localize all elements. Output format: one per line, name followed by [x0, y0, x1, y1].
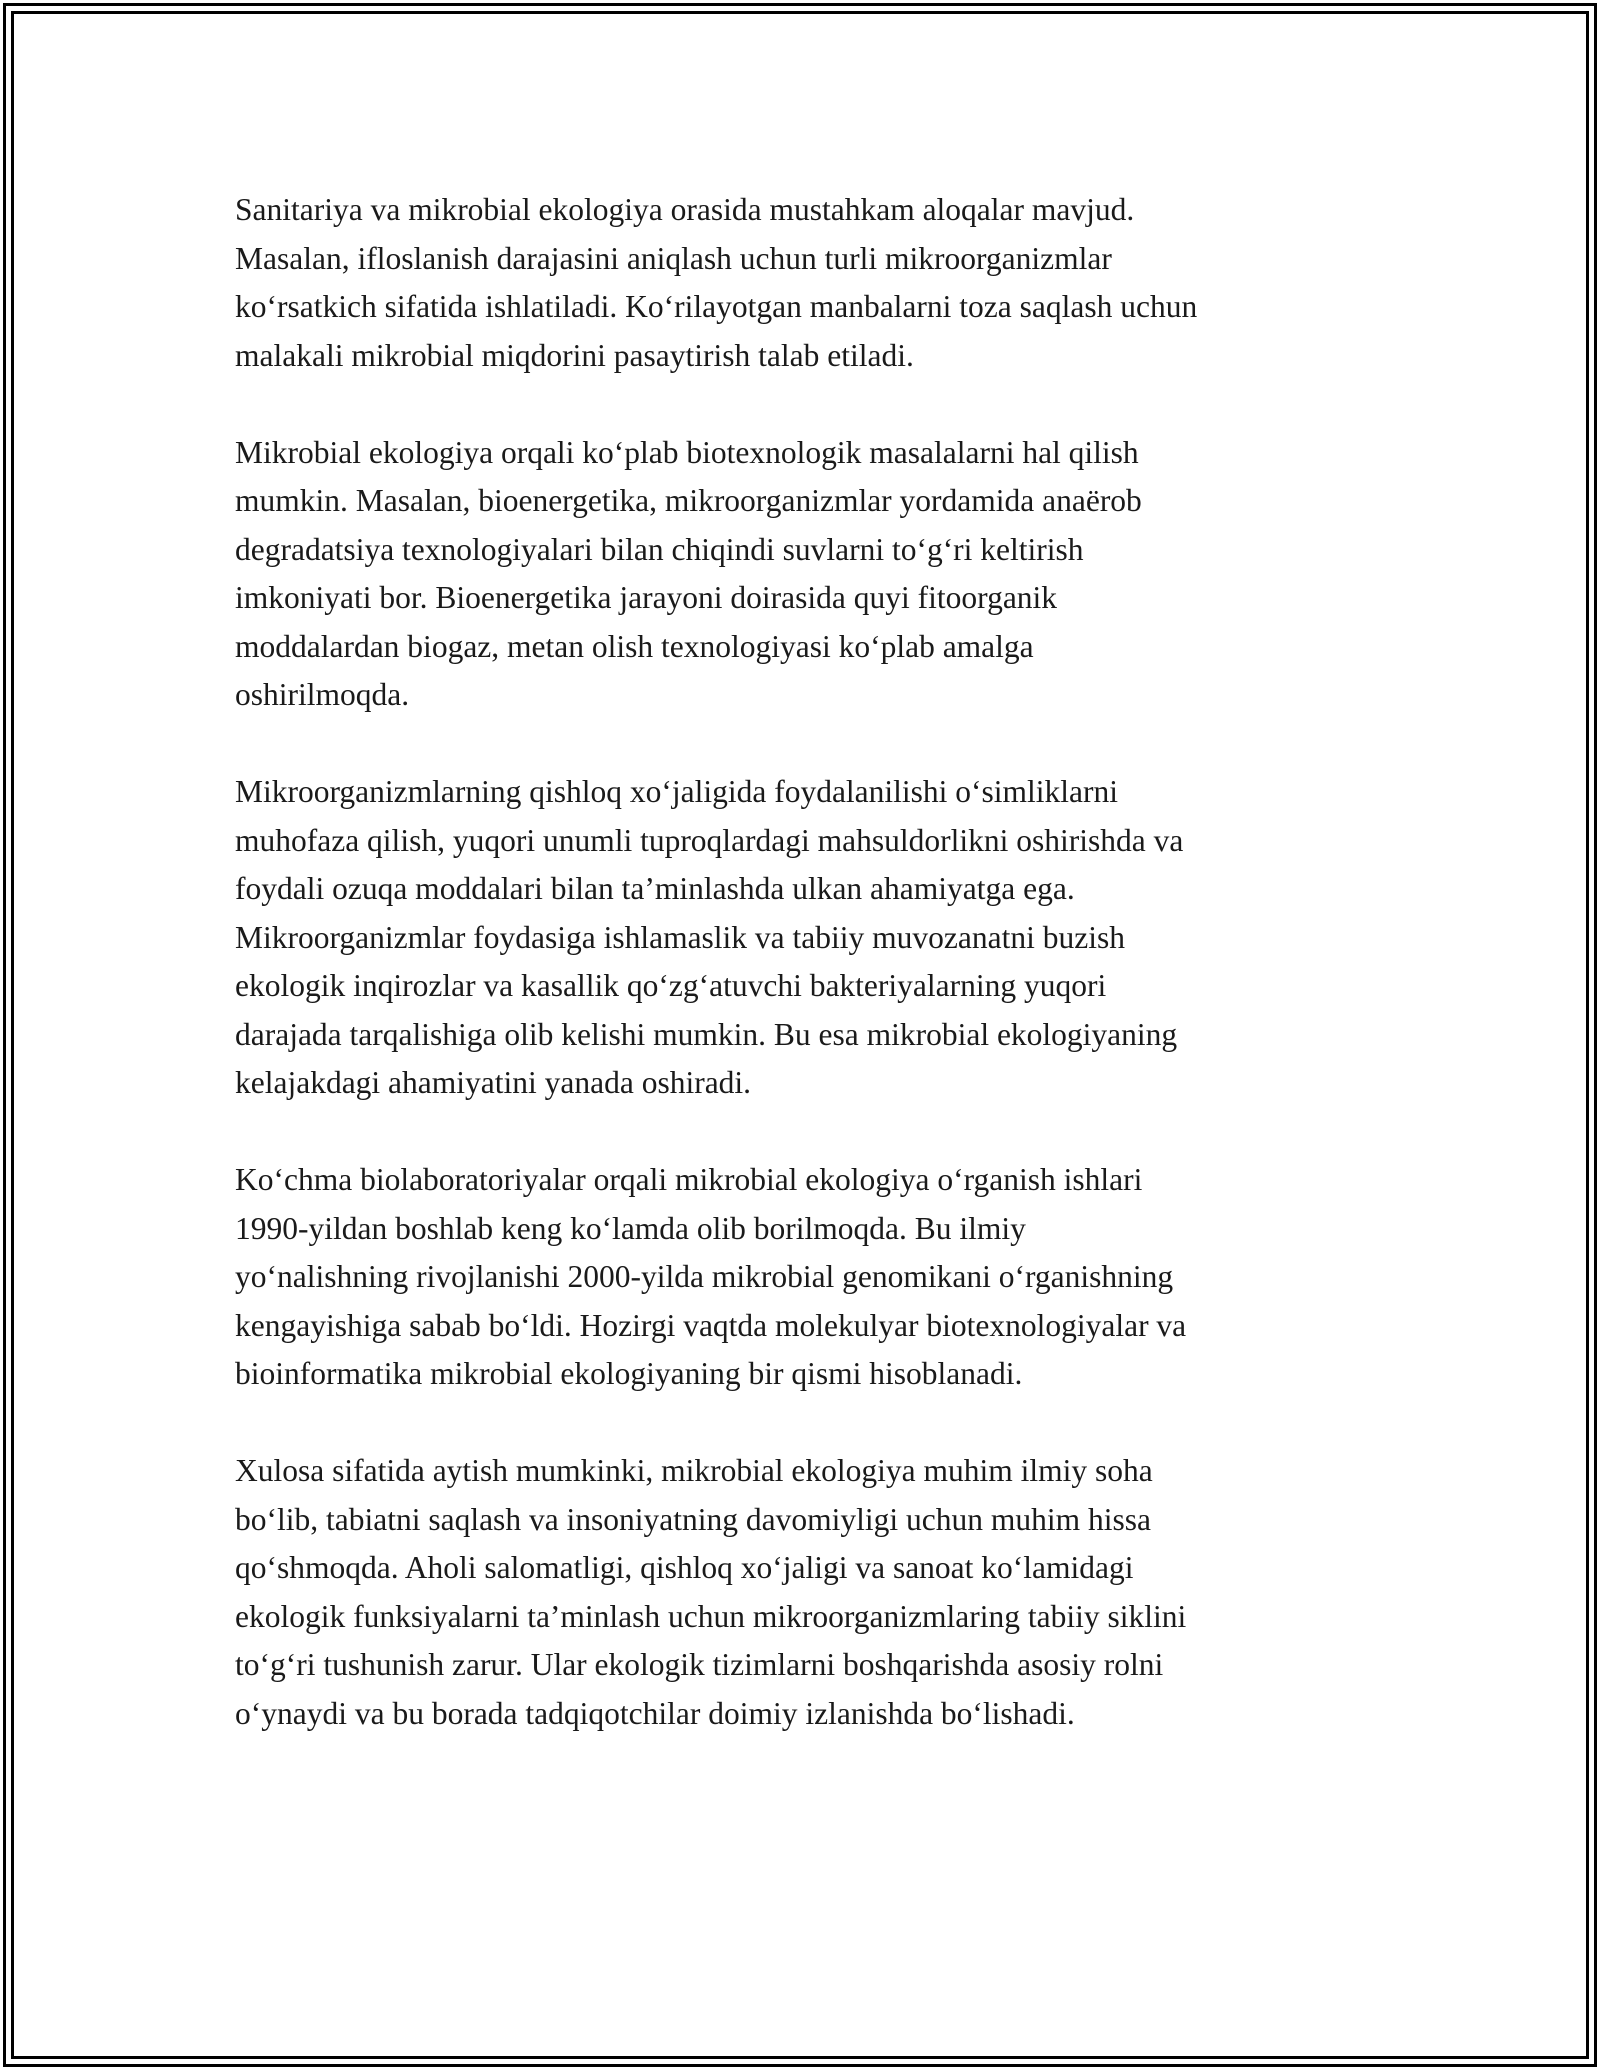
text-line: 1990-yildan boshlab keng ko‘lamda olib borilmoqda. Bu ilmiy [235, 1210, 1026, 1246]
paragraph-mobile-labs [235, 1156, 1370, 1399]
text-line: kelajakdagi ahamiyatini yanada oshiradi. [235, 1065, 752, 1100]
paragraph-sanitation [235, 186, 1370, 380]
text-line: qo‘shmoqda. Aholi salomatligi, qishloq xo‘jaligi va sanoat ko‘lamidagi [235, 1550, 1134, 1585]
paragraph-agriculture [235, 768, 1370, 1108]
text-line: ekologik inqirozlar va kasallik qo‘zg‘atuvchi bakteriyalarning yuqori [235, 968, 1107, 1003]
text-line: darajada tarqalishiga olib kelishi mumkin. Bu esa mikrobial ekologiyaning [235, 1016, 1178, 1052]
text-line: malakali mikrobial miqdorini pasaytirish talab etiladi. [235, 337, 914, 373]
text-line: foydali ozuqa moddalari bilan ta’minlashda ulkan ahamiyatga ega. [235, 871, 1075, 906]
text-line: ko‘rsatkich sifatida ishlatiladi. Ko‘rilayotgan manbalarni toza saqlash uchun [235, 289, 1198, 324]
text-line: to‘g‘ri tushunish zarur. Ular ekologik tizimlarni boshqarishda asosiy rolni [235, 1647, 1164, 1682]
paragraph-biotechnology [235, 429, 1370, 720]
text-line: Mikroorganizmlarning qishloq xo‘jaligida foydalanilishi o‘simliklarni [235, 774, 1119, 809]
text-line: muhofaza qilish, yuqori unumli tuproqlardagi mahsuldorlikni oshirishda va [235, 822, 1184, 858]
paragraph-conclusion [235, 1447, 1370, 1738]
document-body [235, 186, 1370, 1787]
text-line: Sanitariya va mikrobial ekologiya orasida mustahkam aloqalar mavjud. [235, 192, 1135, 227]
text-line: ekologik funksiyalarni ta’minlash uchun mikroorganizmlaring tabiiy siklini [235, 1598, 1187, 1634]
text-line: Xulosa sifatida aytish mumkinki, mikrobial ekologiya muhim ilmiy soha [235, 1453, 1153, 1488]
text-line: bioinformatika mikrobial ekologiyaning bir qismi hisoblanadi. [235, 1356, 1023, 1391]
text-line: imkoniyati bor. Bioenergetika jarayoni doirasida quyi fitoorganik [235, 580, 1058, 615]
text-line: Mikrobial ekologiya orqali ko‘plab biotexnologik masalalarni hal qilish [235, 434, 1139, 470]
text-line: yo‘nalishning rivojlanishi 2000-yilda mikrobial genomikani o‘rganishning [235, 1259, 1174, 1294]
text-line: Masalan, ifloslanish darajasini aniqlash uchun turli mikroorganizmlar [235, 240, 1112, 276]
text-line: degradatsiya texnologiyalari bilan chiqindi suvlarni to‘g‘ri keltirish [235, 531, 1084, 567]
text-line: bo‘lib, tabiatni saqlash va insoniyatning davomiyligi uchun muhim hissa [235, 1501, 1152, 1537]
text-line: mumkin. Masalan, bioenergetika, mikroorganizmlar yordamida anaёrob [235, 483, 1142, 518]
text-line: kengayishiga sabab bo‘ldi. Hozirgi vaqtda molekulyar biotexnologiyalar va [235, 1307, 1187, 1343]
text-line: o‘ynaydi va bu borada tadqiqotchilar doimiy izlanishda bo‘lishadi. [235, 1695, 1075, 1731]
text-line: oshirilmoqda. [235, 677, 410, 712]
text-line: Ko‘chma biolaboratoriyalar orqali mikrobial ekologiya o‘rganish ishlari [235, 1162, 1143, 1197]
text-line: moddalardan biogaz, metan olish texnologiyasi ko‘plab amalga [235, 628, 1034, 664]
text-line: Mikroorganizmlar foydasiga ishlamaslik va tabiiy muvozanatni buzish [235, 919, 1125, 955]
